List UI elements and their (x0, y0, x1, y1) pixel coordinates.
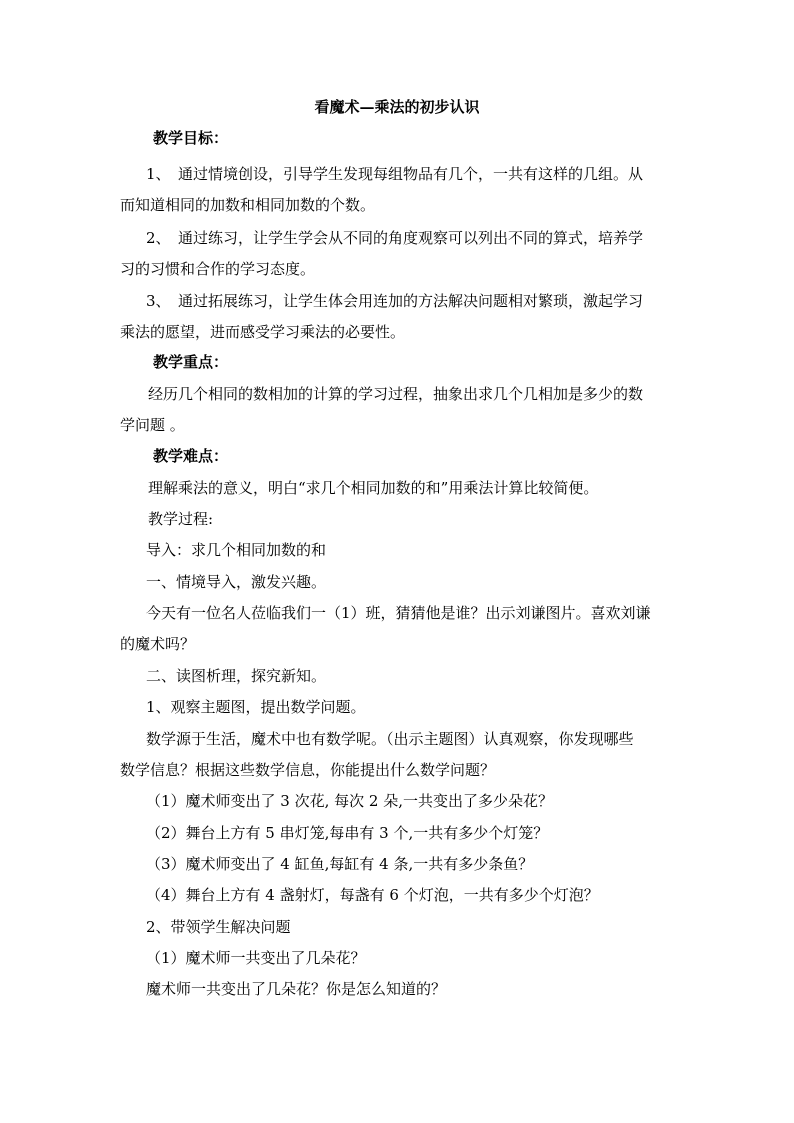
list-item: （3）魔术师变出了 4 缸鱼,每缸有 4 条,一共有多少条鱼？ (146, 855, 534, 873)
paragraph-line: 而知道相同的加数和相同加数的个数。 (120, 196, 376, 214)
section-heading-process: 教学过程: (148, 510, 214, 528)
paragraph-line: 习的习惯和合作的学习态度。 (120, 260, 316, 278)
paragraph-line: 数学源于生活，魔术中也有数学呢。（出示主题图）认真观察，你发现哪些 (146, 730, 634, 748)
paragraph-line: 的魔术吗？ (120, 635, 196, 653)
list-item: （2）舞台上方有 5 串灯笼,每串有 3 个,一共有多少个灯笼？ (146, 824, 549, 842)
page-title: 看魔术—乘法的初步认识 (314, 98, 480, 116)
list-item: （4）舞台上方有 4 盏射灯，每盏有 6 个灯泡，一共有多少个灯泡？ (146, 886, 599, 904)
paragraph-line: 2、带领学生解决问题 (146, 918, 291, 936)
paragraph-line: 数学信息？根据这些数学信息，你能提出什么数学问题？ (120, 761, 496, 779)
paragraph-line: 1、观察主题图，提出数学问题。 (146, 698, 366, 716)
paragraph-line: 2、 通过练习，让学生学会从不同的角度观察可以列出不同的算式，培养学 (146, 229, 644, 247)
paragraph-line: 经历几个相同的数相加的计算的学习过程，抽象出求几个几相加是多少的数 (148, 385, 644, 403)
paragraph-line: 二、读图析理，探究新知。 (146, 667, 327, 685)
section-heading-objectives: 教学目标： (153, 129, 229, 147)
section-heading-difficulties: 教学难点： (153, 447, 229, 465)
paragraph-line: 今天有一位名人莅临我们一（1）班，猜猜他是谁？出示刘谦图片。喜欢刘谦 (146, 604, 651, 622)
paragraph-line: 一、情境导入，激发兴趣。 (146, 573, 327, 591)
paragraph-line: 1、 通过情境创设，引导学生发现每组物品有几个，一共有这样的几组。从 (146, 165, 644, 183)
paragraph-line: 乘法的愿望，进而感受学习乘法的必要性。 (120, 323, 406, 341)
section-heading-key-points: 教学重点： (153, 353, 229, 371)
paragraph-line: 魔术师一共变出了几朵花？你是怎么知道的？ (146, 980, 447, 998)
paragraph-line: 3、 通过拓展练习，让学生体会用连加的方法解决问题相对繁琐，激起学习 (146, 292, 644, 310)
list-item: （1）魔术师变出了 3 次花, 每次 2 朵,一共变出了多少朵花？ (146, 792, 554, 810)
paragraph-line: 学问题 。 (120, 416, 185, 434)
paragraph-line: 导入：求几个相同加数的和 (146, 541, 327, 559)
paragraph-line: 理解乘法的意义，明白“求几个相同加数的和”用乘法计算比较简便。 (148, 479, 599, 497)
list-item: （1）魔术师一共变出了几朵花？ (146, 949, 366, 967)
